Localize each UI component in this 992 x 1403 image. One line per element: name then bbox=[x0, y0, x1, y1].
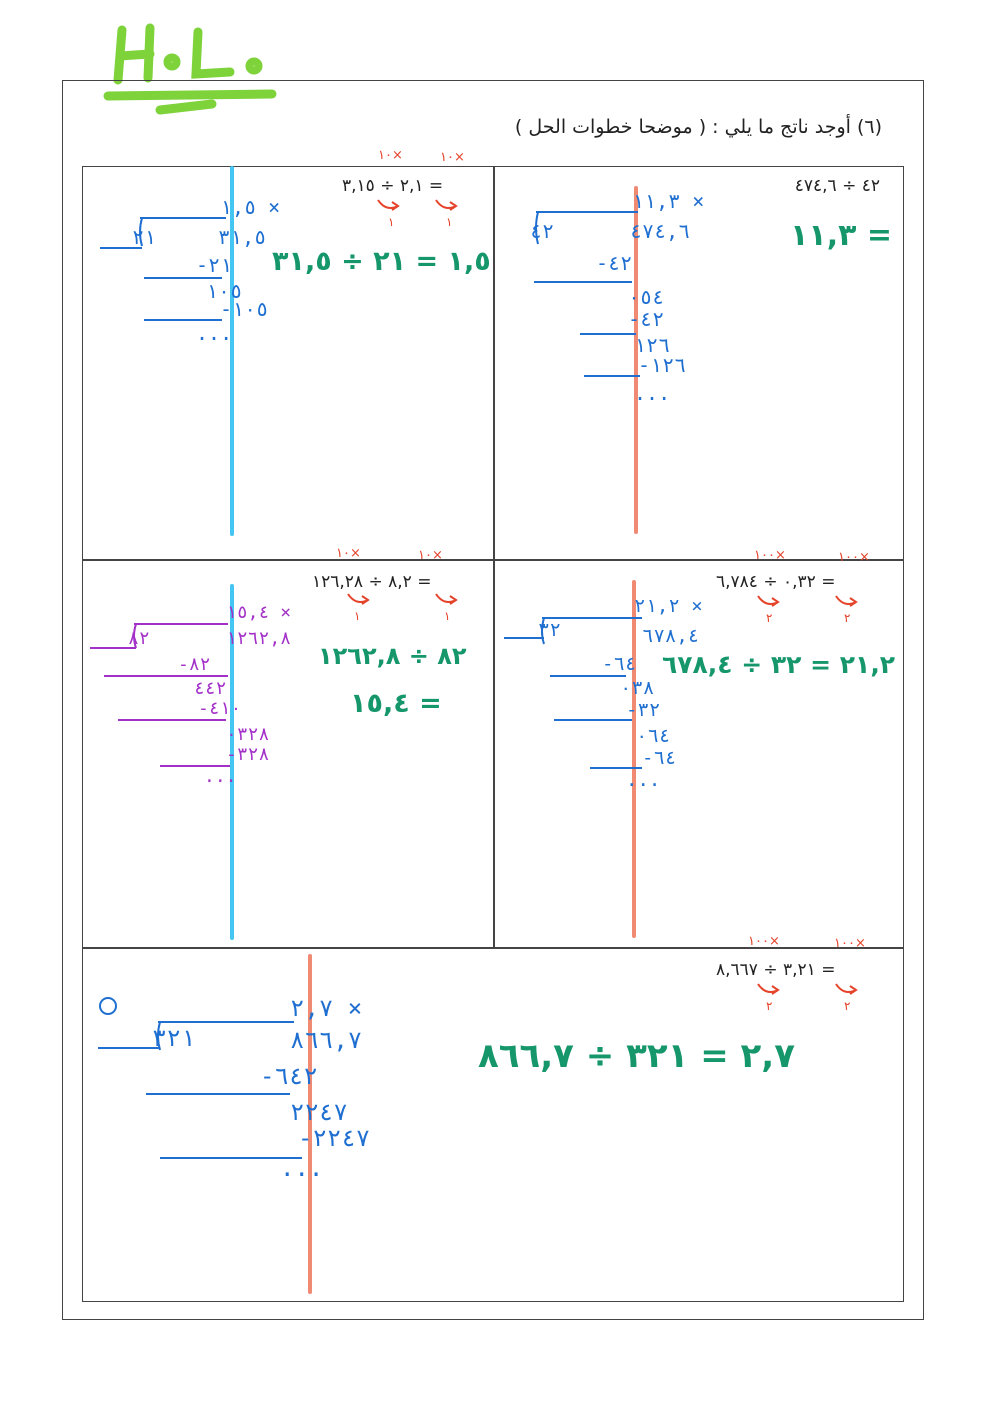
work-step: ٦٤- bbox=[602, 653, 637, 675]
shift-arrows bbox=[372, 196, 472, 230]
work-quotient: × ١,٥ bbox=[220, 195, 281, 219]
multiplier-mark: ١٠٠× bbox=[754, 548, 786, 563]
work-step: ٤٤٢ bbox=[194, 678, 227, 699]
multiplier-mark: ١٠× bbox=[336, 546, 361, 561]
long-division-work bbox=[500, 189, 705, 410]
work-step: ٠٦٤ bbox=[636, 725, 671, 747]
work-step: ٢٢٤٧- bbox=[298, 1124, 371, 1152]
work-step: ٠٣٢٨ bbox=[226, 724, 270, 745]
problem-answer: = ١١,٣ bbox=[790, 218, 892, 253]
work-divisor: ٤٢ bbox=[530, 219, 555, 243]
multiplier-mark: ١٠٠× bbox=[834, 936, 866, 951]
work-dividend: ١٢٦٢,٨ bbox=[226, 628, 292, 649]
long-division-work bbox=[94, 992, 371, 1182]
grid-divider-vertical bbox=[493, 167, 495, 949]
grid-divider-row2 bbox=[83, 947, 903, 949]
work-step: ٣٢٨- bbox=[226, 744, 270, 765]
margin-bar bbox=[230, 166, 234, 536]
work-step: ... bbox=[196, 321, 233, 345]
work-step: ١٠٥- bbox=[220, 297, 269, 321]
problem-answer-result: = ١٥,٤ bbox=[350, 688, 442, 719]
multiplier-mark: ١٠× bbox=[418, 548, 443, 563]
problem-expression: = ٨,٢ ÷ ١٢٦,٢٨ bbox=[312, 572, 432, 592]
problem-answer: ٢١,٢ = ٣٢ ÷ ٦٧٨,٤ bbox=[662, 650, 896, 679]
work-quotient: × ١١,٣ bbox=[632, 189, 705, 213]
work-quotient: × ٢,٧ bbox=[290, 994, 363, 1022]
arrow-label: ١ bbox=[446, 215, 453, 229]
work-divisor: ٨٢ bbox=[128, 628, 150, 649]
work-step: ١٢٦ bbox=[634, 333, 671, 357]
exercise-heading: (٦) أوجد ناتج ما يلي : ( موضحا خطوات الحل ) bbox=[514, 116, 882, 138]
work-step: ٤٢- bbox=[596, 251, 633, 275]
work-dividend: ٣١,٥ bbox=[218, 225, 267, 249]
work-step: ... bbox=[204, 766, 237, 787]
long-division-work bbox=[502, 592, 703, 792]
work-divisor: ٣٢ bbox=[538, 619, 561, 641]
problem-expression: ٤٢ ÷ ٤٧٤,٦ bbox=[794, 176, 880, 196]
work-step: ... bbox=[634, 381, 671, 405]
work-step: ١٢٦- bbox=[638, 353, 687, 377]
arrow-label: ٢ bbox=[844, 999, 851, 1013]
work-step: ٠٣٨ bbox=[620, 677, 655, 699]
arrow-label: ٢ bbox=[766, 611, 773, 625]
work-step: ... bbox=[626, 769, 661, 791]
work-step: ٢٢٤٧ bbox=[290, 1098, 348, 1126]
arrow-label: ١ bbox=[444, 609, 451, 623]
work-step: ١٠٥ bbox=[206, 279, 243, 303]
multiplier-mark: ١٠٠× bbox=[838, 550, 870, 565]
long-division-work bbox=[96, 195, 281, 346]
work-divisor: ٣٢١ bbox=[152, 1024, 196, 1052]
long-division-work bbox=[86, 596, 292, 787]
work-step: ٣٢- bbox=[626, 699, 661, 721]
shift-arrows bbox=[752, 980, 872, 1014]
multiplier-mark: ١٠× bbox=[378, 148, 403, 163]
shift-arrows bbox=[752, 592, 872, 626]
multiplier-mark: ١٠× bbox=[440, 150, 465, 165]
work-step: ٨٢- bbox=[178, 654, 211, 675]
arrow-label: ١ bbox=[388, 215, 395, 229]
problem-answer: ٢,٧ = ٣٢١ ÷ ٨٦٦,٧ bbox=[478, 1036, 795, 1076]
work-quotient: × ١٥,٤ bbox=[226, 602, 292, 623]
work-dividend: ٦٧٨,٤ bbox=[642, 625, 700, 647]
problem-expression: = ٣,٢١ ÷ ٨,٦٦٧ bbox=[716, 960, 836, 980]
work-dividend: ٨٦٦,٧ bbox=[290, 1026, 363, 1054]
work-step: ٤١٠- bbox=[198, 698, 242, 719]
work-step: ٦٤- bbox=[642, 747, 677, 769]
arrow-label: ١ bbox=[354, 609, 361, 623]
arrow-label: ٢ bbox=[766, 999, 773, 1013]
work-step: ٤٢- bbox=[628, 307, 665, 331]
arrow-label: ٢ bbox=[844, 611, 851, 625]
work-step: ... bbox=[280, 1154, 324, 1182]
problem-expression: = ٢,١ ÷ ٣,١٥ bbox=[342, 176, 444, 196]
shift-arrows bbox=[342, 590, 472, 624]
problem-answer: ١,٥ = ٢١ ÷ ٣١,٥ bbox=[272, 246, 491, 277]
work-divisor: ٢١ bbox=[132, 225, 157, 249]
work-step: ٢١- bbox=[196, 253, 233, 277]
work-quotient: × ٢١,٢ bbox=[634, 595, 703, 617]
work-step: ٦٤٢- bbox=[260, 1062, 318, 1090]
problem-answer: ٨٢ ÷ ١٢٦٢,٨ bbox=[318, 642, 467, 670]
work-dividend: ٤٧٤,٦ bbox=[630, 219, 691, 243]
multiplier-mark: ١٠٠× bbox=[748, 934, 780, 949]
problem-expression: = ٠,٣٢ ÷ ٦,٧٨٤ bbox=[716, 572, 836, 592]
work-step: ٠٥٤ bbox=[628, 285, 665, 309]
